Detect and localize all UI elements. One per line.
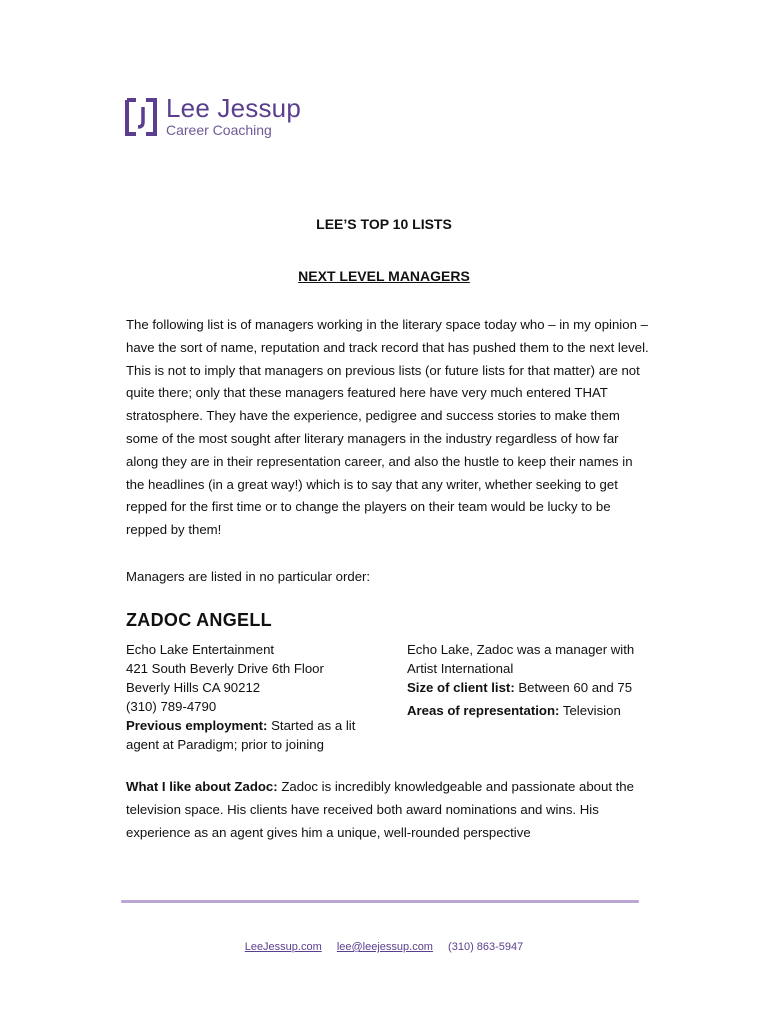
what-i-like-label: What I like about Zadoc: xyxy=(126,779,278,794)
areas-label: Areas of representation: xyxy=(407,703,560,718)
areas-value: Television xyxy=(562,703,621,718)
manager-phone: (310) 789-4790 xyxy=(126,699,217,714)
previous-employment-text-4: Artist International xyxy=(407,661,514,676)
previous-employment-label: Previous employment: xyxy=(126,718,268,733)
manager-details-column xyxy=(407,640,657,720)
logo-subtitle: Career Coaching xyxy=(166,122,272,138)
manager-company: Echo Lake Entertainment xyxy=(126,642,275,657)
logo-name: Lee Jessup xyxy=(166,93,301,123)
manager-contact-column xyxy=(126,640,376,754)
previous-employment-text-2: agent at Paradigm; prior to joining xyxy=(126,737,324,752)
logo xyxy=(124,95,301,138)
previous-employment-text-3: Echo Lake, Zadoc was a manager with xyxy=(407,642,635,657)
client-list-label: Size of client list: xyxy=(407,680,515,695)
page-title: LEE’S TOP 10 LISTS xyxy=(316,216,452,232)
footer-email-link[interactable]: lee@leejessup.com xyxy=(336,941,433,953)
manager-name: ZADOC ANGELL xyxy=(126,610,272,630)
list-subtitle: NEXT LEVEL MANAGERS xyxy=(298,268,470,284)
what-i-like-text: Zadoc is incredibly knowledgeable and passionate about the television space. His clients have received both award nominations and wins. His experience as an agent gives him a unique, well-rounded perspective xyxy=(126,779,634,840)
footer-phone: (310) 863-5947 xyxy=(448,941,524,953)
what-i-like-paragraph xyxy=(126,776,650,844)
logo-j-mark-icon xyxy=(124,98,158,136)
areas-of-representation xyxy=(407,701,657,720)
previous-employment xyxy=(126,716,376,735)
order-note: Managers are listed in no particular order: xyxy=(126,569,371,584)
intro-paragraph: The following list is of managers working in the literary space today who – in my opinion – have the sort of name, reputation and track record that has pushed them to the next level. This is not to imply that managers on previous lists (or future lists for that matter) are not quite there; only that these managers featured here have very much entered THAT stratosphere. They have the experience, pedigree and success stories to make them some of the most sought after literary managers in the industry regardless of how far along they are in their representation career, and also the hustle to keep their names in the headlines (in a great way!) which is to say that any writer, whether seeking to get repped for the first time or to change the players on their team would be lucky to be repped by them! xyxy=(126,317,649,538)
client-list-value: Between 60 and 75 xyxy=(518,680,633,695)
footer-divider xyxy=(121,900,639,903)
previous-employment-text-1: Started as a lit xyxy=(271,718,356,733)
manager-address-line1: 421 South Beverly Drive 6th Floor xyxy=(126,661,324,676)
manager-address-line2: Beverly Hills CA 90212 xyxy=(126,680,261,695)
footer-website-link[interactable]: LeeJessup.com xyxy=(244,941,322,953)
client-list-size xyxy=(407,678,657,697)
footer xyxy=(0,941,768,953)
